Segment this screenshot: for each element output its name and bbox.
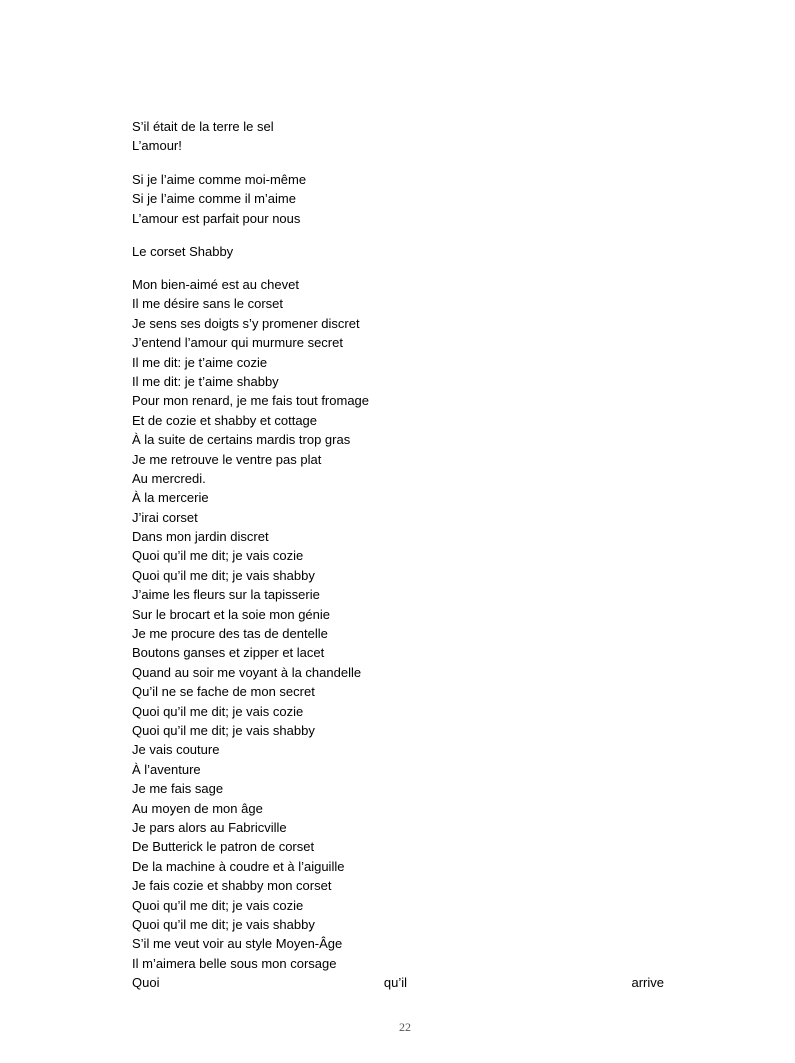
poem-line: À l’aventure [132, 761, 201, 777]
poem-line: De Butterick le patron de corset [132, 839, 315, 855]
poem-line: Quoi qu’il me dit; je vais shabby [132, 567, 315, 583]
poem-line: Il m’aimera belle sous mon corsage [132, 955, 337, 971]
poem-line: Quoi qu’il me dit; je vais cozie [132, 548, 304, 564]
poem-title-block [132, 242, 664, 261]
poem-line: À la mercerie [132, 490, 209, 506]
poem-line: Il me dit: je t’aime cozie [132, 354, 268, 370]
poem-line: Quoi qu’il me dit; je vais cozie [132, 703, 304, 719]
poem-line: Il me dit: je t’aime shabby [132, 373, 279, 389]
poem-line: Je fais cozie et shabby mon corset [132, 878, 332, 894]
poem-line: Qu’il ne se fache de mon secret [132, 684, 315, 700]
poem-line: Au mercredi. [132, 470, 206, 486]
poem-line: De la machine à coudre et à l’aiguille [132, 858, 345, 874]
poem-line: Quoi qu’il me dit; je vais shabby [132, 722, 315, 738]
justified-word: Quoi [132, 975, 160, 991]
poem-line: Boutons ganses et zipper et lacet [132, 645, 325, 661]
poem-line: S’il me veut voir au style Moyen-Âge [132, 936, 343, 952]
poem-line: Pour mon renard, je me fais tout fromage [132, 393, 370, 409]
poem-line: Je me fais sage [132, 781, 224, 797]
poem-line: Et de cozie et shabby et cottage [132, 412, 318, 428]
stanza-2 [132, 170, 664, 228]
poem-line: Je pars alors au Fabricville [132, 819, 287, 835]
stanza-1 [132, 117, 664, 156]
poem-line: Je sens ses doigts s’y promener discret [132, 315, 360, 331]
page-number: 22 [399, 1020, 411, 1034]
poem-line: Il me désire sans le corset [132, 296, 284, 312]
poem-line: À la suite de certains mardis trop gras [132, 432, 351, 448]
poem-line: Si je l’aime comme moi-même [132, 172, 307, 187]
poem-line: Quand au soir me voyant à la chandelle [132, 664, 362, 680]
poem-line: Sur le brocart et la soie mon génie [132, 606, 330, 622]
poem-line: Quoi qu’il me dit; je vais shabby [132, 916, 315, 932]
poem-line: Au moyen de mon âge [132, 800, 263, 816]
poem-title: Le corset Shabby [132, 244, 234, 259]
poem-line: Mon bien-aimé est au chevet [132, 277, 299, 292]
poem-line: J’aime les fleurs sur la tapisserie [132, 587, 320, 603]
poem-line: Si je l’aime comme il m’aime [132, 191, 296, 207]
poem-line: L’amour! [132, 138, 182, 154]
poem-line: J’entend l’amour qui murmure secret [132, 335, 343, 351]
poem-line: L’amour est parfait pour nous [132, 210, 301, 226]
poem-line-justified [132, 973, 664, 992]
poem-line: Je vais couture [132, 742, 220, 758]
poem-line: Dans mon jardin discret [132, 529, 269, 545]
poem-line: Quoi qu’il me dit; je vais cozie [132, 897, 304, 913]
poem-line: Je me retrouve le ventre pas plat [132, 451, 322, 467]
stanza-3 [132, 275, 664, 992]
poem-line: J’irai corset [132, 509, 198, 525]
justified-word: arrive [631, 975, 664, 991]
justified-word: qu’il [383, 975, 408, 991]
poem-line: Je me procure des tas de dentelle [132, 626, 328, 642]
poem-line: S’il était de la terre le sel [132, 119, 274, 134]
